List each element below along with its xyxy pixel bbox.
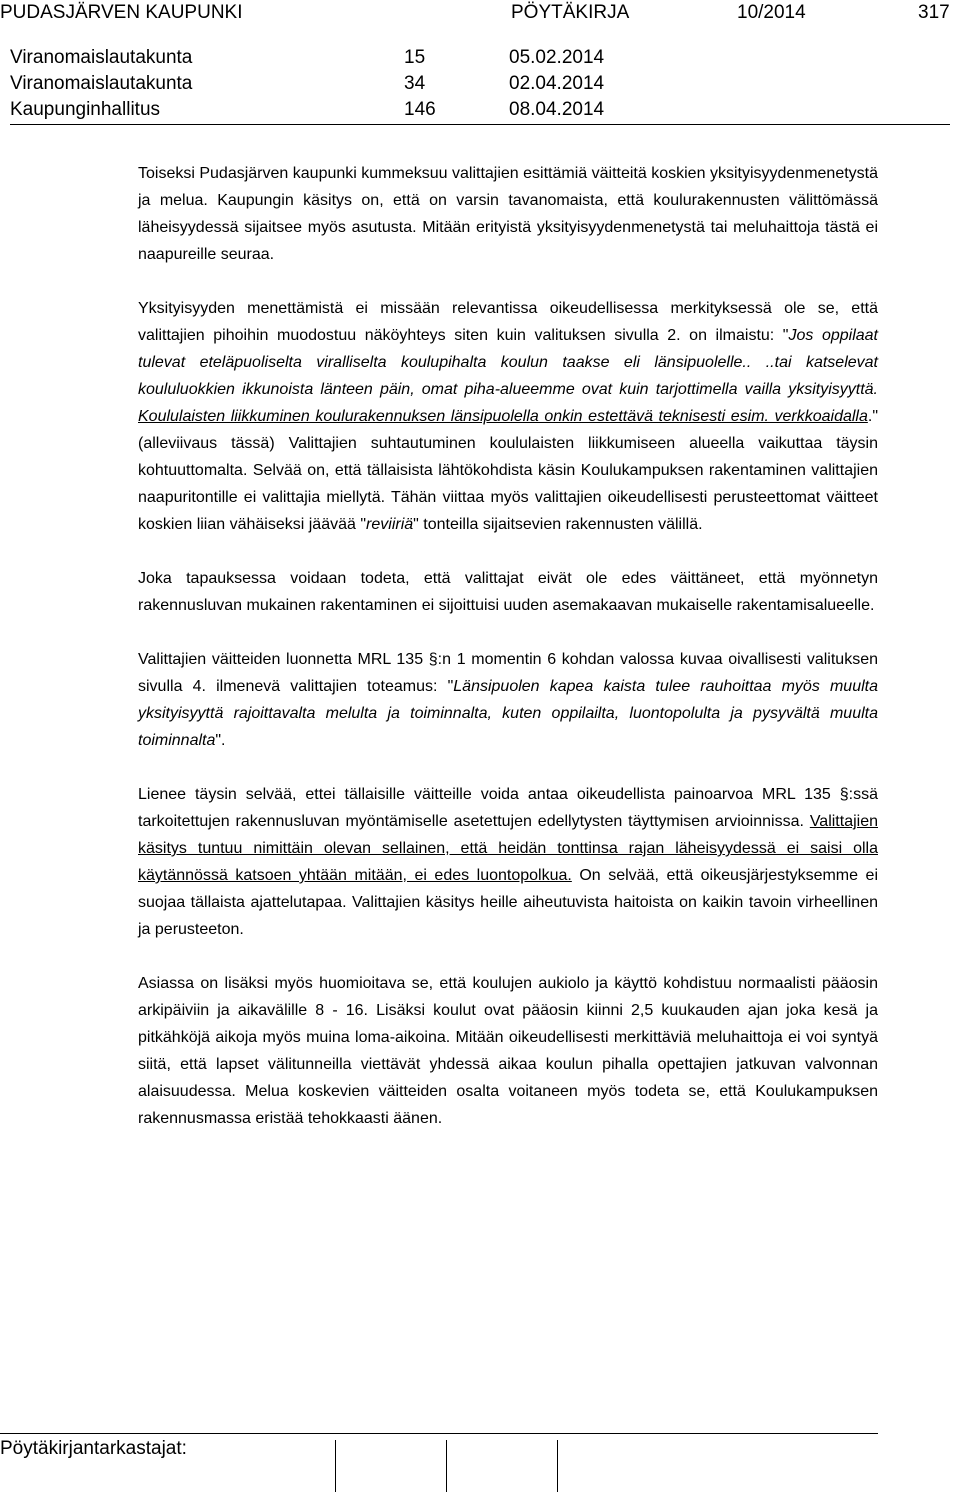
paragraph-3: Joka tapauksessa voidaan todeta, että valittajat eivät ole edes väittäneet, että myönnetyn rakennusluvan mukainen rakentaminen ei sijoittuisi uuden asemakaavan mukaiselle rakentamisalueelle. [138,570,878,614]
paragraph-4 [138,646,878,754]
paragraph-2-text: " tonteilla sijaitsevien rakennusten välillä. [413,516,703,533]
paragraph-5-text: On selvää, että oikeusjärjestyksemme ei suojaa tällaista ajattelutapaa. Valittajien käsitys heille aiheutuvista haitoista on kaikin tavoin virheellinen ja perusteeton. [138,867,879,938]
paragraph-4-text: ". [215,732,226,749]
quote-italic: Jos oppilaat tulevat eteläpuoliselta viralliselta koulupihalta koulun taakse eli länsipuolelle.. ..tai katselevat koululuokkien ikkunoista länteen päin, omat piha-alueemme ovat kuin tarjottimella vailla yksityisyyttä. [138,327,878,398]
header-doc-type: PÖYTÄKIRJA [511,2,630,23]
meeting-body: Viranomaislautakunta [10,73,193,94]
header-divider [10,124,950,125]
header-issue: 10/2014 [737,2,806,23]
paragraph-2-text: ." (alleviivaus tässä) Valittajien suhtautuminen koululaisten liikkumiseen alueella vaikuttaa täysin kohtuuttomalta. Selvää on, että tällaisista lähtökohdista käsin Koulukampuksen rakentaminen valittajien naapuritontille ei valittajia miellytä. Tähän viittaa myös valittajien oikeudellisesti perusteettomat väitteet koskien liian vähäiseksi jäävää " [138,408,878,533]
meeting-date: 08.04.2014 [509,99,605,120]
header-org: PUDASJÄRVEN KAUPUNKI [0,2,243,23]
paragraph-5 [138,781,878,943]
meeting-number: 34 [404,73,426,94]
meeting-number: 146 [404,99,436,120]
signature-box-line [446,1440,447,1492]
paragraph-4-text: Valittajien väitteiden luonnetta MRL 135 §:n 1 momentin 6 kohdan valossa kuvaa oivallisesti valituksen sivulla 4. ilmenevä valittajien toteamus: " [138,651,878,695]
document-body [138,160,878,1132]
quote-italic: Länsipuolen kapea kaista tulee rauhoittaa myös muulta yksityisyyttä rajoittavalta melulta ja toiminnalta, kuten oppilailta, luontopolulta ja pysyvältä muulta toiminnalta [138,678,879,749]
paragraph-5-text: Lienee täysin selvää, ettei tällaisille väitteille voida antaa oikeudellista painoarvoa MRL 135 §:ssä tarkoitettujen rakennusluvan myöntämiselle asetettujen edellytysten täyttymisen arvioinnissa. [138,786,878,830]
footer-divider [0,1433,878,1434]
underlined-text: Valittajien käsitys tuntuu nimittäin olevan sellainen, että heidän tonttinsa rajan läheisyydessä ei saisi olla käytännössä katsoen yhtään mitään, ei edes luontopolkua. [138,813,878,884]
paragraph-2-text: Yksityisyyden menettämistä ei missään relevantissa oikeudellisessa merkityksessä ole se, että valittajien pihoihin muodostuu näköyhteys siten kuin valituksen sivulla 2. on ilmaistu: " [138,300,878,344]
paragraph-1: Toiseksi Pudasjärven kaupunki kummeksuu valittajien esittämiä väitteitä koskien yksityisyydenmenetystä ja melua. Kaupungin käsitys on, että on varsin tavanomaista, että koulurakennusten välittömässä läheisyydessä sijaitsee myös asutusta. Mitään erityistä yksityisyydenmenetystä tai meluhaittoja tästä ei naapureille seuraa. [138,165,878,263]
meeting-number: 15 [404,47,426,68]
footer-label: Pöytäkirjantarkastajat: [0,1438,187,1459]
header-page: 317 [918,2,950,23]
paragraph-2 [138,295,878,538]
signature-box-line [335,1440,336,1492]
meeting-body: Kaupunginhallitus [10,99,161,120]
quote-underlined: Koululaisten liikkuminen koulurakennuksen länsipuolella onkin estettävä teknisesti esim. verkkoaidalla [138,408,868,425]
paragraph-6: Asiassa on lisäksi myös huomioitava se, että koulujen aukiolo ja käyttö kohdistuu normaalisti pääosin arkipäiviin ja aikavälille 8 - 16. Lisäksi koulut ovat pääosin kiinni 2,5 kuukauden ajan joka kesä ja pitkähköjä aikoja myös muina loma-aikoina. Mitään oikeudellisesti merkittäviä meluhaittoja ei voi syntyä siitä, että lapset välitunneilla viettävät yhdessä aikaa koulun pihalla opettajien jatkuvan valvonnan alaisuudessa. Melua koskevien väitteiden osalta voitaneen myös todeta se, että Koulukampuksen rakennusmassa eristää tehokkaasti äänen. [138,975,878,1127]
meeting-date: 05.02.2014 [509,47,605,68]
meeting-date: 02.04.2014 [509,73,605,94]
meeting-body: Viranomaislautakunta [10,47,193,68]
signature-box-line [557,1440,558,1492]
quote-italic: reviiriä [366,516,414,533]
